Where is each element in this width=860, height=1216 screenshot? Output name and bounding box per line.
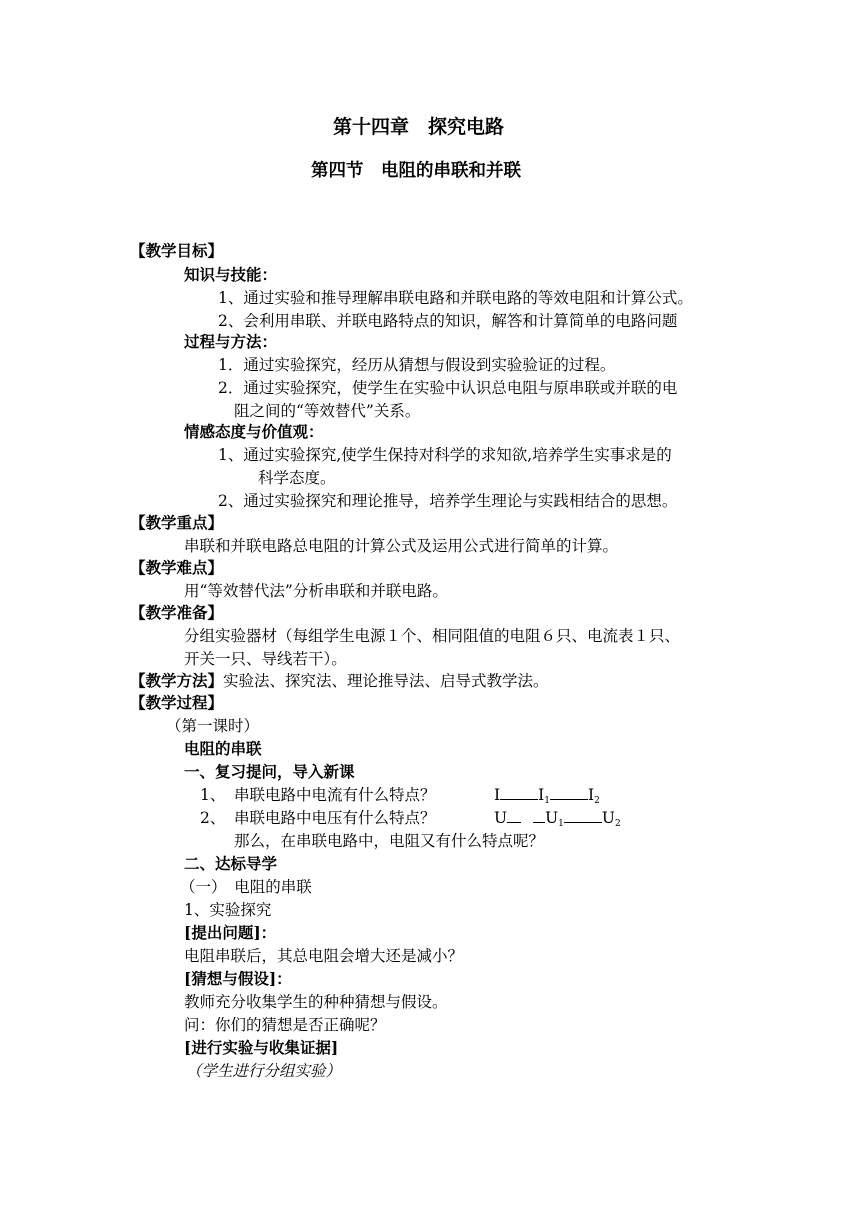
part1-heading: 一、复习提问，导入新课 (184, 762, 355, 781)
verify-question: 问：你们的猜想是否正确呢？ (184, 1016, 386, 1034)
formula-subscript: 1 (558, 819, 564, 829)
question-number: 1、 (200, 786, 226, 804)
lesson-label: （第一课时） (166, 717, 260, 735)
formula-subscript: 2 (614, 819, 621, 829)
hypothesis-heading: [猜想与假设]： (184, 969, 292, 988)
methods-text: 实验法、探究法、理论推导法、启导式教学法。 (223, 672, 549, 690)
topic-title: 电阻的串联 (184, 739, 262, 758)
process-section-heading: 【教学过程】 (130, 693, 224, 712)
methods-heading: 【教学方法】 (130, 671, 224, 690)
methods-line (130, 670, 549, 692)
hypothesis-text: 教师充分收集学生的种种猜想与假设。 (184, 993, 448, 1011)
emotion-item-1: 1、通过实验探究,使学生保持对科学的求知欲,培养学生实事求是的 (218, 446, 672, 464)
key-point-heading: 【教学重点】 (130, 513, 224, 532)
knowledge-heading: 知识与技能： (184, 265, 278, 284)
formula-blank (500, 785, 538, 800)
formula-subscript: 1 (544, 796, 550, 806)
process-item-2-cont: 阻之间的“等效替代”关系。 (234, 402, 421, 420)
emotion-item-1-cont: 科学态度。 (258, 469, 336, 487)
ask-question-text: 电阻串联后，其总电阻会增大还是减小？ (184, 947, 464, 965)
knowledge-item-1: 1、通过实验和推导理解串联电路和并联电路的等效电阻和计算公式。 (218, 289, 693, 307)
emotion-heading: 情感态度与价值观： (184, 422, 324, 441)
process-heading: 过程与方法： (184, 332, 278, 351)
formula-blank (533, 808, 545, 823)
experiment-label: 1、实验探究 (184, 901, 272, 919)
formula-symbol: U (494, 809, 508, 827)
chapter-title: 第十四章 探究电路 (333, 116, 505, 138)
review-question-3: 那么，在串联电路中，电阻又有什么特点呢？ (234, 832, 545, 850)
preparation-heading: 【教学准备】 (130, 603, 224, 622)
preparation-text-2: 开关一只、导线若干）。 (184, 650, 347, 668)
section-title: 第四节 电阻的串联和并联 (311, 161, 521, 181)
formula-blank (564, 808, 602, 823)
review-question-2 (200, 807, 436, 829)
review-question-1 (200, 784, 436, 806)
formula-blank (507, 808, 521, 823)
question-text: 串联电路中电流有什么特点？ (234, 786, 436, 804)
experiment-note: （学生进行分组实验） (186, 1062, 342, 1080)
emotion-item-2: 2、通过实验探究和理论推导，培养学生理论与实践相结合的思想。 (218, 492, 678, 510)
formula-symbol: I (494, 786, 501, 804)
preparation-text-1: 分组实验器材（每组学生电源１个、相同阻值的电阻６只、电流表１只、 (184, 627, 681, 645)
part2-heading: 二、达标导学 (184, 854, 278, 873)
formula-blank (550, 785, 588, 800)
experiment-heading: [进行实验与收集证据] (184, 1038, 339, 1057)
subsection-title: （一） 电阻的串联 (180, 878, 312, 896)
question-text: 串联电路中电压有什么特点？ (234, 809, 436, 827)
difficulty-heading: 【教学难点】 (130, 558, 224, 577)
formula-subscript: 2 (594, 796, 600, 806)
ask-question-heading: [提出问题]： (184, 923, 277, 942)
question-number: 2、 (200, 809, 226, 827)
difficulty-text: 用“等效替代法”分析串联和并联电路。 (184, 582, 448, 600)
process-item-2: 2．通过实验探究，使学生在实验中认识总电阻与原串联或并联的电 (218, 379, 678, 397)
objectives-heading: 【教学目标】 (130, 241, 224, 260)
key-point-text: 串联和并联电路总电阻的计算公式及运用公式进行简单的计算。 (184, 537, 619, 555)
knowledge-item-2: 2、会利用串联、并联电路特点的知识，解答和计算简单的电路问题 (218, 312, 678, 330)
formula-symbol: I (587, 786, 595, 804)
formula-symbol: I (538, 786, 545, 804)
process-item-1: 1．通过实验探究，经历从猜想与假设到实验验证的过程。 (218, 356, 616, 374)
formula-symbol: U (601, 809, 615, 827)
formula-symbol: U (545, 809, 559, 827)
